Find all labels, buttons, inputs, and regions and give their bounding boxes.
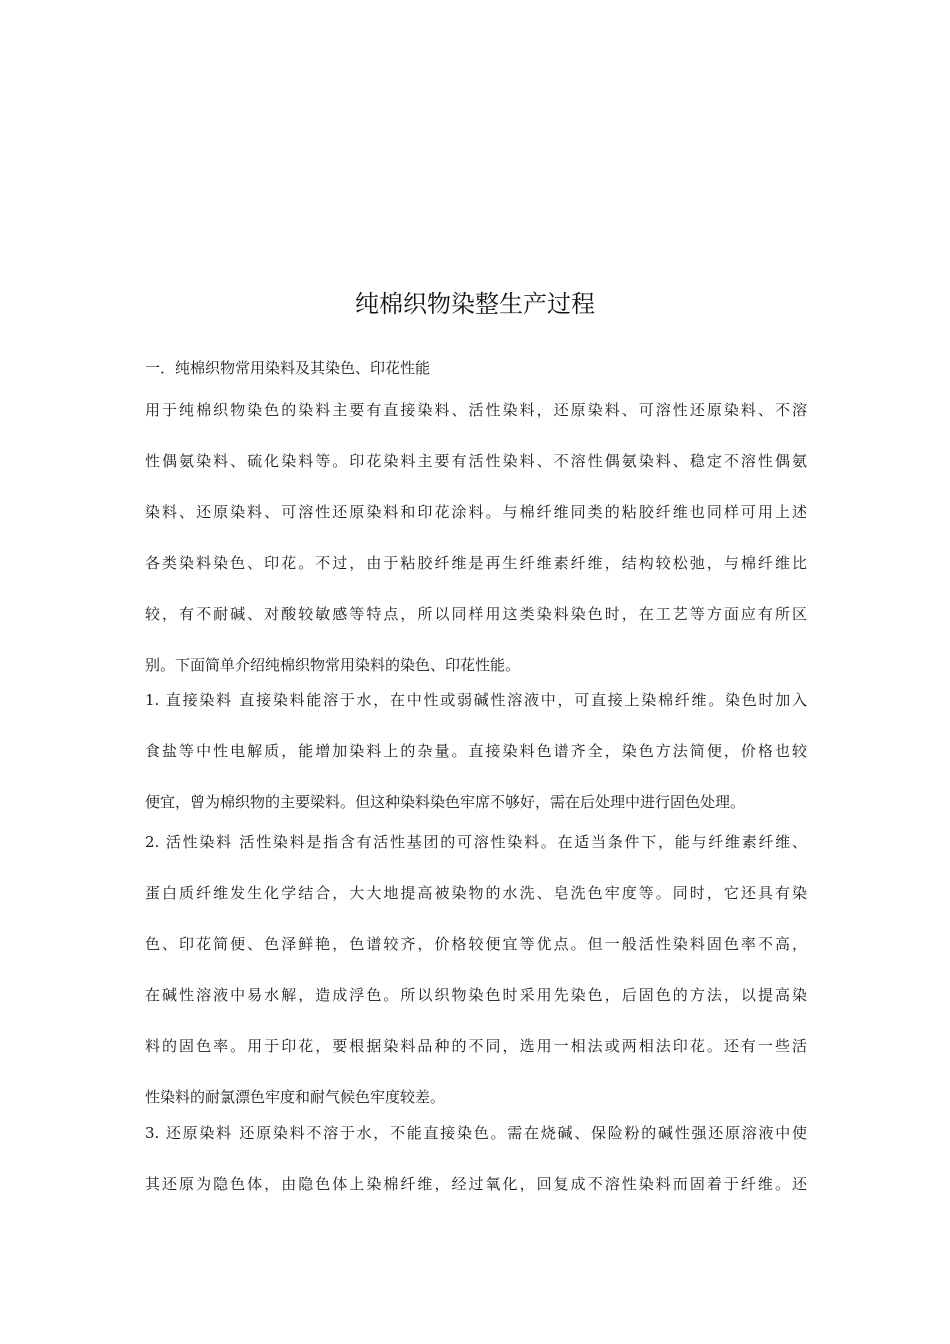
paragraph-line: 3. 还原染料 还原染料不溶于水，不能直接染色。需在烧碱、保险粉的碱性强还原溶液中使 <box>145 1124 807 1142</box>
paragraph-line: 性染料的耐氯漂色牢度和耐气候色牢度较差。 <box>145 1088 446 1106</box>
paragraph-line: 性偶氨染料、硫化染料等。印花染料主要有活性染料、不溶性偶氨染料、稳定不溶性偶氨 <box>145 452 807 470</box>
paragraph-line: 1. 直接染料 直接染料能溶于水，在中性或弱碱性溶液中，可直接上染棉纤维。染色时加入 <box>145 691 807 709</box>
item-vat-dyes <box>145 1121 807 1196</box>
paragraph-line: 色、印花简便、色泽鲜艳，色谱较齐，价格较便宜等优点。但一般活性染料固色率不高， <box>145 935 807 953</box>
paragraph-line: 别。下面简单介绍纯棉织物常用染料的染色、印花性能。 <box>145 656 521 674</box>
paragraph-line: 较，有不耐碱、对酸较敏感等特点，所以同样用这类染料染色时，在工艺等方面应有所区 <box>145 605 807 623</box>
paragraph-line: 蛋白质纤维发生化学结合，大大地提高被染物的水洗、皂洗色牢度等。同时，它还具有染 <box>145 884 807 902</box>
paragraph-line: 2. 活性染料 活性染料是指含有活性基团的可溶性染料。在适当条件下，能与纤维素纤维、 <box>145 833 807 851</box>
item-reactive-dyes <box>145 830 807 1109</box>
paragraph-line: 各类染料染色、印花。不过，由于粘胶纤维是再生纤维素纤维，结构较松弛，与棉纤维比 <box>145 554 807 572</box>
paragraph-line: 染料、还原染料、可溶性还原染料和印花涂料。与棉纤维同类的粘胶纤维也同样可用上述 <box>145 503 807 521</box>
paragraph-line: 在碱性溶液中易水解，造成浮色。所以织物染色时采用先染色，后固色的方法，以提高染 <box>145 986 807 1004</box>
paragraph-line: 料的固色率。用于印花，要根据染料品种的不同，选用一相法或两相法印花。还有一些活 <box>145 1037 807 1055</box>
paragraph-line: 食盐等中性电解质，能增加染料上的杂量。直接染料色谱齐全，染色方法简便，价格也较 <box>145 742 807 760</box>
intro-paragraph <box>145 398 807 677</box>
paragraph-line: 便宜，曾为棉织物的主要梁料。但这种染料染色牢席不够好，需在后处理中进行固色处理。 <box>145 793 746 811</box>
section-heading: 一．纯棉织物常用染料及其染色、印花性能 <box>145 359 431 377</box>
paragraph-line: 用于纯棉织物染色的染料主要有直接染料、活性染料，还原染料、可溶性还原染料、不溶 <box>145 401 807 419</box>
paragraph-line: 其还原为隐色体，由隐色体上染棉纤维，经过氧化，回复成不溶性染料而固着于纤维。还 <box>145 1175 807 1193</box>
item-direct-dyes <box>145 688 807 814</box>
document-title: 纯棉织物染整生产过程 <box>355 290 595 318</box>
